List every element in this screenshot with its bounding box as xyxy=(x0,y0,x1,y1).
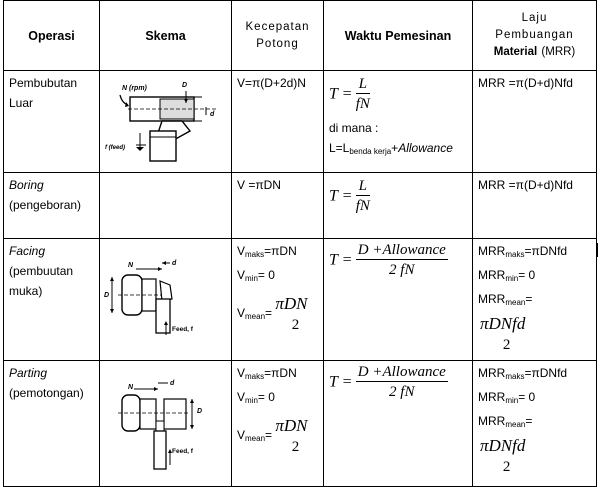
mrr-symbol: MRR xyxy=(478,390,506,404)
length-def-pre: L=L xyxy=(329,141,350,155)
diagram-label-D: D xyxy=(104,292,110,299)
mrr-mean-fraction xyxy=(480,435,525,477)
header-laju-line3-rest: (MRR) xyxy=(541,46,576,58)
diagram-label-d: d xyxy=(170,380,175,387)
operasi-line: (pengeboran) xyxy=(9,198,82,212)
header-waktu: Waktu Pemesinan xyxy=(324,1,473,71)
fraction-numerator: D +Allowance xyxy=(357,242,446,258)
mrr-eq: = xyxy=(525,292,533,306)
operasi-line: Boring xyxy=(9,178,44,192)
mrr-value: =πDNfd xyxy=(524,244,568,258)
formula-T: T = xyxy=(329,187,353,205)
formula-fraction xyxy=(356,75,370,114)
mrr-value: = 0 xyxy=(518,268,536,282)
mrr-sub: maks xyxy=(505,372,525,381)
header-laju xyxy=(473,1,597,71)
v-symbol: V xyxy=(237,390,246,404)
v-sub: min xyxy=(245,396,258,405)
mrr-symbol: MRR xyxy=(478,244,506,258)
skema-cell xyxy=(100,239,232,361)
v-sub: maks xyxy=(245,250,265,259)
length-def-sub: benda kerja xyxy=(349,147,392,156)
v-value: = 0 xyxy=(257,268,275,282)
mrr-sub: min xyxy=(505,396,519,405)
fraction-denominator: 2 xyxy=(502,337,511,353)
v-sub: mean xyxy=(245,312,266,322)
header-row xyxy=(4,1,597,71)
mrr-symbol: MRR xyxy=(478,366,506,380)
v-min xyxy=(237,265,318,289)
v-symbol: V xyxy=(237,306,246,321)
mrr-symbol: MRR xyxy=(478,268,506,282)
v-mean-fraction xyxy=(275,293,307,335)
v-symbol: V xyxy=(237,366,246,380)
turning-diagram xyxy=(100,71,230,169)
operasi-line: Luar xyxy=(9,96,34,110)
diagram-label-feed: Feed, f xyxy=(172,448,193,455)
fraction-numerator: πDN xyxy=(275,294,308,313)
waktu-cell xyxy=(324,173,473,239)
mrr-value: = 0 xyxy=(518,390,536,404)
v-value: =πDN xyxy=(264,244,297,258)
operasi-line: (pemotongan) xyxy=(9,386,84,400)
diagram-label-n: N (rpm) xyxy=(122,85,147,92)
operasi-line: Facing xyxy=(9,244,46,258)
diagram-label-n: N xyxy=(128,262,134,269)
kecepatan-cell xyxy=(232,361,324,487)
v-symbol: V xyxy=(237,428,246,443)
mrr-min xyxy=(478,387,591,411)
fraction-numerator: L xyxy=(356,177,370,196)
operasi-cell xyxy=(4,361,100,487)
mrr-maks xyxy=(478,363,591,387)
mrr-sub: mean xyxy=(505,298,526,307)
mrr-value: =πDNfd xyxy=(524,366,568,380)
mrr-symbol: MRR xyxy=(478,292,506,306)
text-cursor xyxy=(596,243,598,257)
fraction-numerator: L xyxy=(356,75,370,94)
formula-fraction xyxy=(356,363,448,402)
waktu-cell xyxy=(324,71,473,173)
v-sub: mean xyxy=(245,434,266,444)
fraction-numerator: πDNfd xyxy=(480,314,526,333)
kecepatan-cell xyxy=(232,239,324,361)
operasi-line: Pembubutan xyxy=(9,76,78,90)
v-maks xyxy=(237,241,318,265)
kecepatan-cell xyxy=(232,71,324,173)
fraction-numerator: D +Allowance xyxy=(357,364,446,380)
formula-T: T = xyxy=(329,251,353,269)
v-eq: = xyxy=(265,306,273,321)
mrr-sub: mean xyxy=(505,420,526,429)
mrr-mean-fraction xyxy=(480,313,525,355)
header-laju-line1: Laju xyxy=(521,12,548,24)
mrr-cell xyxy=(473,361,597,487)
v-maks xyxy=(237,363,318,387)
header-kecepatan-line2: Potong xyxy=(256,37,299,50)
v-mean xyxy=(237,293,318,335)
skema-cell xyxy=(100,361,232,487)
v-value: =πDN xyxy=(264,366,297,380)
waktu-cell xyxy=(324,361,473,487)
table-row xyxy=(4,71,597,173)
mrr-mean xyxy=(478,289,591,313)
mrr-sub: maks xyxy=(505,250,525,259)
v-value: = 0 xyxy=(257,390,275,404)
parting-diagram xyxy=(100,361,230,483)
length-def-allowance: Allowance xyxy=(398,141,453,155)
diagram-label-d: d xyxy=(172,260,177,267)
table-row xyxy=(4,173,597,239)
table-row xyxy=(4,361,597,487)
kecepatan-value: V=π(D+2d)N xyxy=(237,76,306,90)
v-sub: maks xyxy=(245,372,265,381)
fraction-denominator: fN xyxy=(355,198,370,214)
mrr-maks xyxy=(478,241,591,265)
formula-fraction xyxy=(356,177,370,216)
machining-table xyxy=(3,0,597,487)
fraction-denominator: 2 fN xyxy=(389,384,415,400)
header-laju-line2: Pembuangan xyxy=(495,29,574,41)
length-def-plus: + xyxy=(391,141,399,155)
skema-cell xyxy=(100,71,232,173)
formula-T: T = xyxy=(329,373,353,391)
mrr-eq: = xyxy=(525,414,533,428)
kecepatan-cell xyxy=(232,173,324,239)
diagram-label-feed: Feed, f xyxy=(172,326,193,333)
diagram-label-d: d xyxy=(210,111,215,118)
kecepatan-value: V =πDN xyxy=(237,178,281,192)
fraction-denominator: 2 xyxy=(502,459,511,475)
formula-fraction xyxy=(356,241,448,280)
operasi-line: muka) xyxy=(9,284,43,298)
mrr-symbol: MRR xyxy=(478,414,506,428)
mrr-cell xyxy=(473,239,597,361)
fraction-numerator: πDN xyxy=(275,416,308,435)
operasi-line: (pembuutan xyxy=(9,264,74,278)
header-kecepatan xyxy=(232,1,324,71)
waktu-cell xyxy=(324,239,473,361)
mrr-mean xyxy=(478,411,591,435)
fraction-denominator: 2 xyxy=(291,439,300,455)
facing-diagram xyxy=(100,239,230,357)
v-mean-fraction xyxy=(275,415,307,457)
formula-T: T = xyxy=(329,85,353,103)
fraction-denominator: fN xyxy=(355,96,370,112)
where-note: di mana : xyxy=(329,121,379,135)
operasi-cell xyxy=(4,239,100,361)
operasi-cell xyxy=(4,173,100,239)
diagram-label-feed: f (feed) xyxy=(105,145,125,151)
mrr-cell xyxy=(473,71,597,173)
v-symbol: V xyxy=(237,268,246,282)
mrr-cell xyxy=(473,173,597,239)
header-laju-line3-bold: Material xyxy=(493,46,538,58)
mrr-sub: min xyxy=(505,274,519,283)
header-skema: Skema xyxy=(100,1,232,71)
diagram-label-D: D xyxy=(182,82,188,89)
operasi-cell xyxy=(4,71,100,173)
header-kecepatan-line1: Kecepatan xyxy=(245,20,310,33)
fraction-denominator: 2 fN xyxy=(389,262,415,278)
header-operasi: Operasi xyxy=(4,1,100,71)
table-row xyxy=(4,239,597,361)
v-min xyxy=(237,387,318,411)
mrr-value: MRR =π(D+d)Nfd xyxy=(478,178,573,192)
mrr-value: MRR =π(D+d)Nfd xyxy=(478,76,573,90)
skema-cell xyxy=(100,173,232,239)
v-symbol: V xyxy=(237,244,246,258)
v-mean xyxy=(237,415,318,457)
length-definition xyxy=(329,138,467,162)
fraction-denominator: 2 xyxy=(291,317,300,333)
diagram-label-n: N xyxy=(128,384,134,391)
v-eq: = xyxy=(265,428,273,443)
diagram-label-D: D xyxy=(197,408,203,415)
mrr-min xyxy=(478,265,591,289)
v-sub: min xyxy=(245,274,258,283)
operasi-line: Parting xyxy=(9,366,48,380)
fraction-numerator: πDNfd xyxy=(480,436,526,455)
